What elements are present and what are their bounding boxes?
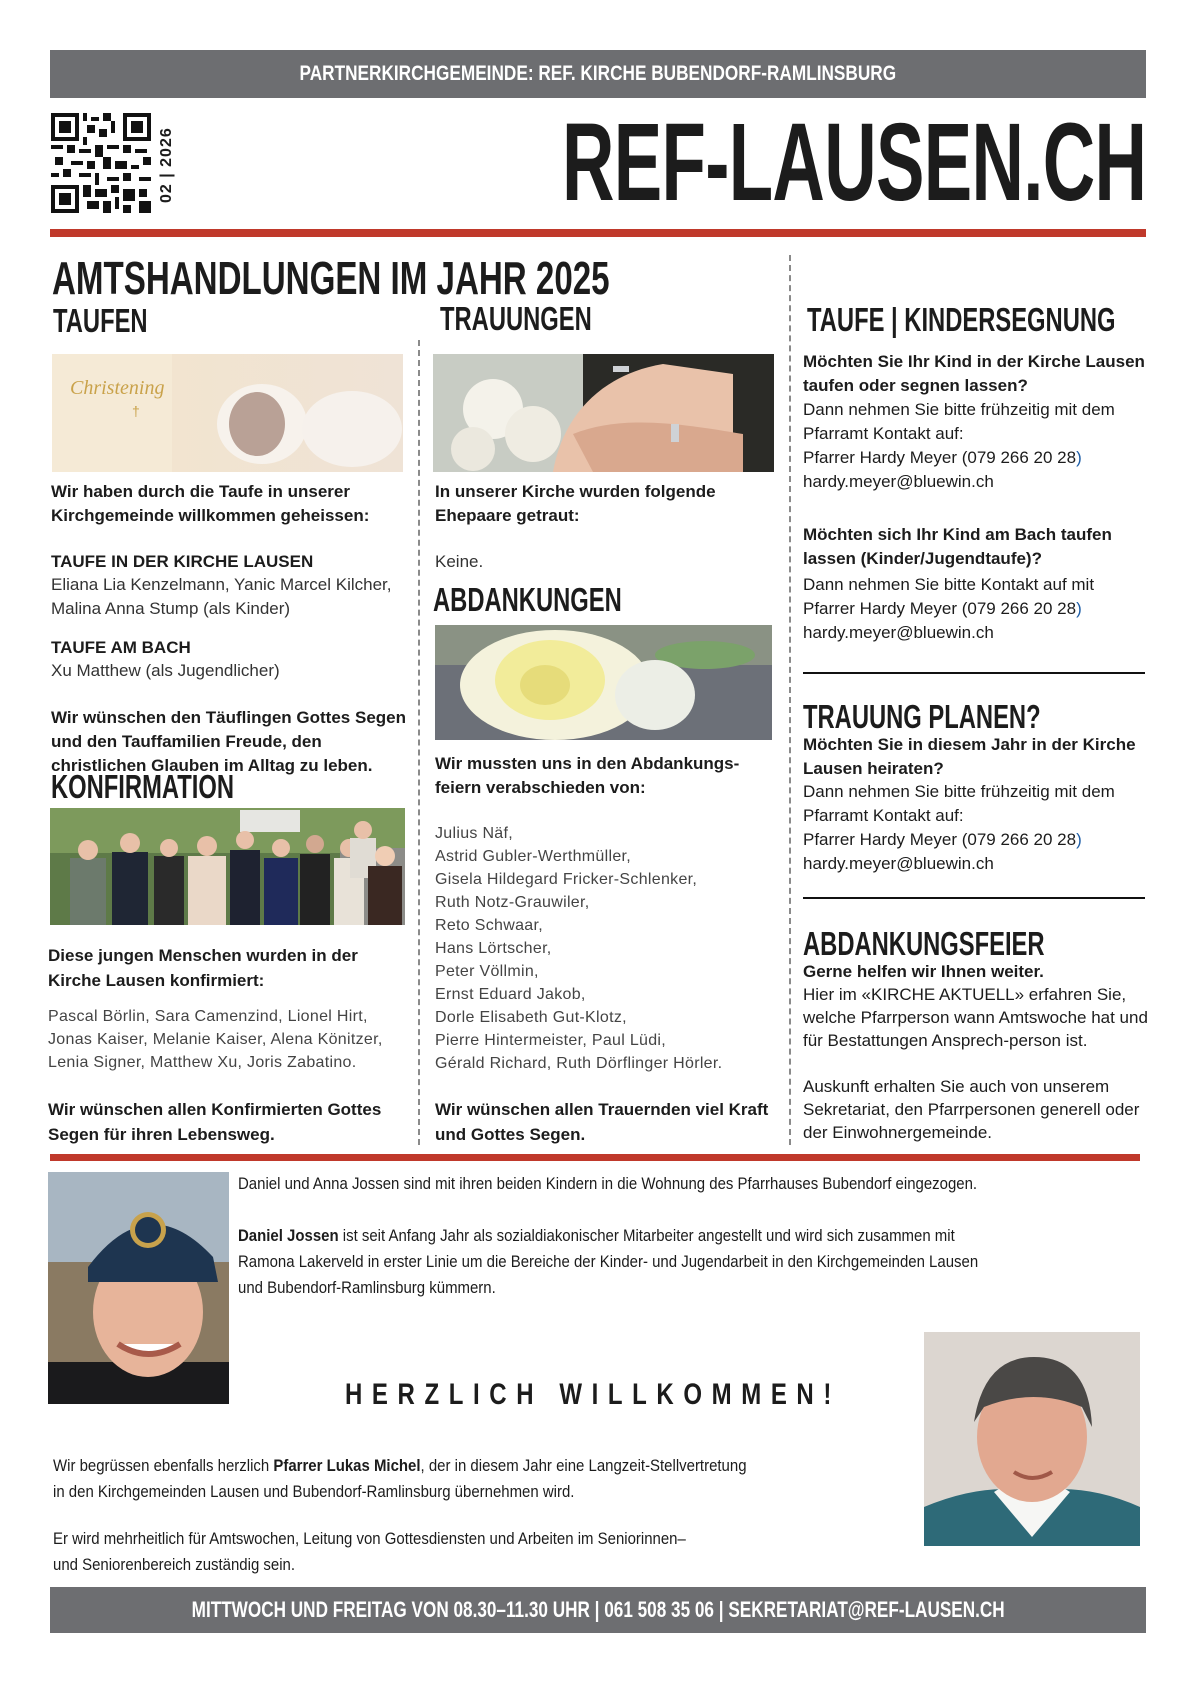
list-item: Peter Völlmin,: [435, 963, 539, 980]
white-rose-photo: [435, 625, 772, 740]
svg-text:†: †: [132, 403, 140, 419]
section-divider: [803, 672, 1145, 674]
lukas-paragraph-line-4: und Seniorenbereich zuständig sein.: [53, 1555, 296, 1574]
wedding-rings-photo: [433, 354, 774, 472]
page-title: AMTSHANDLUNGEN IM JAHR 2025: [52, 252, 610, 304]
taufe-kirche-names: Eliana Lia Kenzelmann, Yanic Marcel Kilcher, Malina Anna Stump (als Kinder): [51, 575, 392, 618]
confirmation-group-photo: [50, 808, 405, 925]
footer-contact-text: MITTWOCH UND FREITAG VON 08.30–11.30 UHR | 061 508 35 06 | SEKRETARIAT@REF-LAUSEN.CH: [191, 1597, 1005, 1622]
taufe-kirche-heading: TAUFE IN DER KIRCHE LAUSEN: [51, 552, 314, 571]
abdankungen-names-list: [435, 822, 780, 1075]
list-item: Gisela Hildegard Fricker-Schlenker,: [435, 871, 698, 888]
column-divider-2: [789, 255, 791, 1145]
column-divider-1: [418, 340, 420, 1145]
lukas-michel-photo: [924, 1332, 1140, 1546]
lukas-paragraph-line-1: Wir begrüssen ebenfalls herzlich Pfarrer Lukas Michel, der in diesem Jahr eine Langzeit-Stellvertretung: [53, 1456, 747, 1475]
list-item: Hans Lörtscher,: [435, 940, 552, 957]
list-item: Pierre Hintermeister, Paul Lüdi,: [435, 1032, 667, 1049]
contact-email-link[interactable]: hardy.meyer@bluewin.ch: [803, 472, 994, 491]
abdankung-lead: Gerne helfen wir Ihnen weiter.: [803, 962, 1044, 981]
taufe-question-2: Möchten sich Ihr Kind am Bach taufen lassen (Kinder/Jugendtaufe)?: [803, 525, 1112, 568]
contact-pastor: Pfarrer Hardy Meyer (079 266 20 28): [803, 448, 1082, 467]
taufe-answer-2: Dann nehmen Sie bitte Kontakt auf mit: [803, 575, 1095, 594]
issue-number: 02 | 2026: [158, 127, 175, 204]
qr-code-icon[interactable]: [51, 113, 151, 213]
trauungen-heading: TRAUUNGEN: [440, 300, 592, 337]
taufe-question-1: Möchten Sie Ihr Kind in der Kirche Lausen taufen oder segnen lassen?: [803, 352, 1145, 395]
contact-pastor: Pfarrer Hardy Meyer (079 266 20 28): [803, 599, 1082, 618]
list-item: Ernst Eduard Jakob,: [435, 986, 586, 1003]
lukas-paragraph-line-2: in den Kirchgemeinden Lausen und Bubendorf-Ramlinsburg übernehmen wird.: [53, 1482, 575, 1501]
middle-red-divider: [50, 1154, 1140, 1161]
abdankungen-intro: Wir mussten uns in den Abdankungs-feiern verabschieden von:: [435, 754, 740, 797]
konfirmation-heading: KONFIRMATION: [51, 768, 235, 805]
news-line-1: Daniel und Anna Jossen sind mit ihren beiden Kindern in die Wohnung des Pfarrhauses Bubendorf eingezogen.: [238, 1174, 978, 1193]
daniel-paragraph-line-2: Ramona Lakerveld in erster Linie um die Bereiche der Kinder- und Jugendarbeit in den Kirchgemeinden Lausen: [238, 1252, 979, 1271]
partner-bar: [50, 50, 1146, 98]
list-item: Astrid Gubler-Werthmüller,: [435, 848, 632, 865]
welcome-heading: HERZLICH WILLKOMMEN!: [345, 1378, 841, 1411]
daniel-paragraph-line-1: Daniel Jossen ist seit Anfang Jahr als sozialdiakonischer Mitarbeiter angestellt und wird sich zusammen mit: [238, 1226, 955, 1245]
abdankung-body-2: Auskunft erhalten Sie auch von unserem Sekretariat, den Pfarrpersonen generell oder der Einwohnergemeinde.: [803, 1077, 1140, 1142]
baptism-photo: [52, 354, 403, 472]
list-item: Dorle Elisabeth Gut-Klotz,: [435, 1009, 627, 1026]
abdankungen-heading: ABDANKUNGEN: [433, 581, 622, 618]
trauungen-value: Keine.: [435, 552, 484, 571]
abdankung-body: Hier im «KIRCHE AKTUELL» erfahren Sie, welche Pfarrperson wann Amtswoche hat und für Bestattungen Ansprech-person ist.: [803, 985, 1148, 1050]
abdankungen-wish: Wir wünschen allen Trauernden viel Kraft und Gottes Segen.: [435, 1100, 769, 1144]
taufe-bach-names: Xu Matthew (als Jugendlicher): [51, 661, 280, 680]
konfirmation-names: Pascal Börlin, Sara Camenzind, Lionel Hirt, Jonas Kaiser, Melanie Kaiser, Alena Könitzer, Lenia Signer, Matthew Xu, Joris Zabatino.: [48, 1008, 383, 1071]
trauung-answer: Dann nehmen Sie bitte frühzeitig mit dem Pfarramt Kontakt auf:: [803, 782, 1115, 825]
contact-email-link[interactable]: hardy.meyer@bluewin.ch: [803, 623, 994, 642]
partner-bar-text: PARTNERKIRCHGEMEINDE: REF. KIRCHE BUBENDORF-RAMLINSBURG: [299, 62, 897, 85]
trauungen-intro: In unserer Kirche wurden folgende Ehepaare getraut:: [435, 482, 716, 525]
daniel-paragraph-line-3: und Bubendorf-Ramlinsburg kümmern.: [238, 1278, 496, 1297]
contact-pastor: Pfarrer Hardy Meyer (079 266 20 28): [803, 830, 1082, 849]
taufe-answer-1: Dann nehmen Sie bitte frühzeitig mit dem Pfarramt Kontakt auf:: [803, 400, 1115, 443]
taufe-kindersegnung-heading: TAUFE | KINDERSEGNUNG: [807, 301, 1116, 338]
list-item: Gérald Richard, Ruth Dörflinger Hörler.: [435, 1055, 723, 1072]
list-item: Julius Näf,: [435, 825, 513, 842]
trauung-planen-heading: TRAUUNG PLANEN?: [803, 698, 1041, 735]
section-divider: [803, 897, 1145, 899]
contact-email-link[interactable]: hardy.meyer@bluewin.ch: [803, 854, 994, 873]
daniel-jossen-photo: [48, 1172, 229, 1404]
taufe-bach-heading: TAUFE AM BACH: [51, 638, 191, 657]
konfirmation-intro: Diese jungen Menschen wurden in der Kirche Lausen konfirmiert:: [48, 946, 358, 990]
list-item: Ruth Notz-Grauwiler,: [435, 894, 590, 911]
taufen-heading: TAUFEN: [53, 302, 148, 339]
trauung-question: Möchten Sie in diesem Jahr in der Kirche Lausen heiraten?: [803, 735, 1136, 778]
top-red-divider: [50, 229, 1146, 237]
lukas-paragraph-line-3: Er wird mehrheitlich für Amtswochen, Leitung von Gottesdiensten und Arbeiten im Seniorinnen–: [53, 1529, 686, 1548]
footer-contact-bar: [50, 1587, 1146, 1633]
abdankungsfeier-heading: ABDANKUNGSFEIER: [803, 925, 1045, 962]
list-item: Reto Schwaar,: [435, 917, 543, 934]
konfirmation-wish: Wir wünschen allen Konfirmierten Gottes Segen für ihren Lebensweg.: [48, 1100, 382, 1144]
svg-text:Christening: Christening: [70, 377, 165, 399]
taufen-wish: Wir wünschen den Täuflingen Gottes Segen und den Tauffamilien Freude, den christlichen Glauben im Alltag zu leben.: [51, 708, 406, 775]
taufen-intro: Wir haben durch die Taufe in unserer Kirchgemeinde willkommen geheissen:: [51, 482, 370, 525]
brand-title[interactable]: REF-LAUSEN.CH: [561, 101, 1146, 224]
